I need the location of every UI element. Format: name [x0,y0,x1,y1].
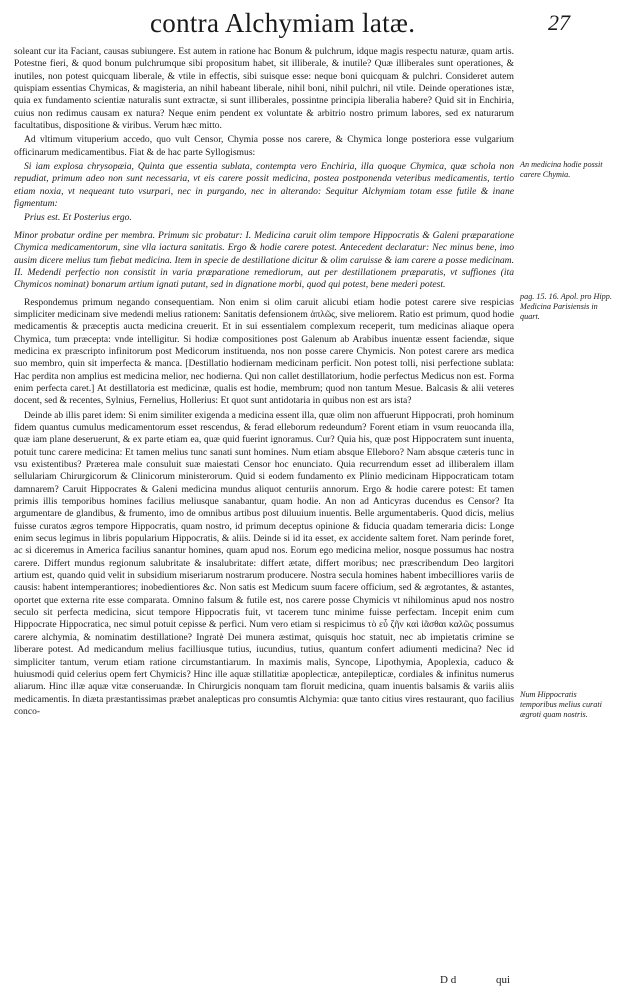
paragraph-opening: soleant cur ita Faciant, causas subiungere. Est autem in ratione hac Bonum & pulchrum, idque magis respectu naturæ, quam artis. Potestne fieri, & quod bonum pulchrumque sibi propositum habet, sit illiberale, & inutile? Quæ illiberales sunt operationes, & inutiles, non potest quicquam liberale, & vtile in effectis, sibi suisque esse: neque boni quicquam & pulchri. Consideret autem quispiam essentias Chymicas, & magisteria, an nihil habeant liberale, nihil boni, nihil pulchri, nil vtile. Deinde operationes istæ, quia ex fundamento scientiæ naturalis sunt extractæ, si sunt illiberales, possintne principia liberalia habere? Quid sit in Enchiria, cuius non redimus causam ex natura? Neque enim pendent ex voluntate & arbitrio nostro primum labores, sed ex naturarum facultatibus, dispositione & viribus. Verum hæc mitto. [14,46,514,132]
page-number: 27 [548,10,570,35]
margin-note-num-hippocratis: Num Hippocratis temporibus melius curati ægroti quam nostris. [520,690,602,719]
margin-note-medicina-chymia: An medicina hodie possit carere Chymia. [520,160,603,179]
page-header [0,8,619,42]
signature-mark: D d [440,974,457,986]
syllogism-conclusion: Prius est. Et Posterius ergo. [24,212,132,224]
margin-note-apol-hipp: pag. 15. 16. Apol. pro Hipp. Medicina Parisiensis in quart. [520,292,612,321]
paragraph-respondemus: Respondemus primum negando consequentiam. Non enim si olim caruit alicubi etiam hodie potest carere sive respicias simpliciter medicinam sive medendi melius rationem: Sanitatis defensionem ἁπλῶς, sive meliorem. Ratio est primum, quod hodie medicamentis & præceptis aucta medicina creuerit. Et in sui essentialem complexum receperit, tum medicinas aliaque opera Chymica, tum præcepta: vnde intelligitur. Si hodiæ compositiones post Galenum ab Arabibus inuentæ essent faciendæ, sique medicina ex præscripto infinitorum post Medicorum instituenda, nos non posse carere Chymicis. Non potest carere ars medica suo membro, quin sit imperfecta & manca. [Destillatio hodiernam medicinam perficit. Non potest tolli, nisi perfectione sublata: Hac perdita non amplius est medicina melior, nec hodierna. Qui non callet destillatorium, hodie perfectus Medicus non est. Forma enim perfecta caret.] At destillatoria est medicinæ, qualis est hodie, membrum; quod non tantum Mesue. Balcasis & alii veteres docent, sed & recentes, Sylnius, Fernelius, Hollerius: Et quot sunt antidotaria in quibus non est ars ista? [14,296,514,407]
catchword: qui [496,974,511,986]
syllogism-major: Si iam explosa chrysopæia, Quinta que essentia sublata, contempta vero Enchiria, illa quoque Chymica, quæ schola non repudiat, primum adeo non sunt necessaria, vt eis carere possit medicina, postea postponenda veteribus medicamentis, tertio etiam noxia, vt nequeant tuto vsurpari, nec in purgando, nec in alterando: Sequitur Alchymiam totam esse futile & inane figmentum: [14,161,514,210]
paragraph-vituperium: Ad vltimum vituperium accedo, quo vult Censor, Chymia posse nos carere, & Chymica longe posteriora esse vulgarium officinarum medicamentibus. Fiat & de hac parte Syllogismus: [14,134,514,158]
main-text-column [14,46,514,718]
running-title: contra Alchymiam latæ. [150,8,416,38]
page-footer [440,974,610,998]
paragraph-deinde: Deinde ab illis paret idem: Si enim similiter exigenda a medicina essent illa, quæ olim non affuerunt Hippocrati, proh hominum fidem quantus cumulus medicamentorum esset rescendus, & ferad elleborum redeundum? Forent etiam in vsum reuocanda illa, quæ iam plane deseruerunt, & ex parte etiam ea, quæ quid fuerint ignoramus. Cur? Quia his, quæ post Hippocratem sunt inuenta, potuit tunc carere medicina: Et tamen melius tunc sanati sunt homines. Num etiam absque Elleboro? Nam absque cæteris tunc in vsu existentibus? Præterea male consuluit suæ maiestati Censor hoc enunciato. Quia recurrendum esset ad illiberalem illam sellulariam Chirurgicorum & Clinicorum ministerorum. Quid si eodem fundamento ex Plinio medicinam Hippocraticam totam damnarem? Caruit Hippocrates & Galeni medicina mundus aliquot centuriis annorum. Ergo & hodie carere potest: Et tamen primis illis temporibus homines facilius meliusque sanabantur, quam hodie. An non ad Anticyras ducendus es Censor? Ita argumentare de glandibus, & frumento, imo de omnibus artibus post diluuium inuentis. Belle argumentaberis. Quod dicis, melius fuisse curatos ægros tempore Hippocratis, quam nostro, id primum deceptus opinione & fiducia quadam temeraria dicis: Longe enim secus legimus in libris popularium Hippocratis, & aliis. Deinde si id ita esset, ex accidente saltem foret. Nam perinde foret, ac si diceremus in America facilius sanantur homines, quam apud nos. Eorum ego medicina melior, nosque possumus hac nostra carere. Differt mundus regionum salubritate & insalubritate: differt ætate, differt moribus; nec præscribendum Deo largitori artium est, quando quid velit in subsidium miseriarum nostrarum producere. Nostra secula homines habent imbecilliores variis de causis: habent intemperantiores; inobedientiores &c. Non satis est Medicum suum facere officium, sed & ægrotantes, & astantes, oportet que externa rite esse comparata. Omnino falsum & futile est, nos carere posse Chymicis vt nihilominus apud nos nostro seculo sit perfecta medicina, sicut tempore Hippocratis fuit, vt tacerem tunc minime fuisse perfectam. Incepit enim cum Hippocrate Hippocratica, nec simul potuit cepisse & perfici. Num vero etiam si respicimus τὸ εὖ ζῆν καὶ ἰᾶσθαι καλῶς possumus carere alchymia, & nominatim destillatione? Ingratè Dei munera æstimat, quisquis hoc statuit, nec ab impietatis crimine se liberare potest. Ad medicandum melius facilliusque tutius, iucundius, tutius, quantum confert adiumenti medicina? Nec id simpliciter tantum, verum etiam ratione circumstantiarum. In maximis malis, Syncope, Lipothymia, Apoplexia, caduco & huiusmodi quid celerius opem fert Chymicis? Hinc ille aquæ stillatitiæ apoplecticæ, antepilepticæ, cordiales & infinitus numerus aliarum. Hinc illæ aquæ vitæ conseruandæ. In Chirurgicis nonquam tam floruit medicina, quam inuentis balsamis & variis aliis medicamentis. In diæta præstantissimas præbet analepticas pro consumtis Alchymia: quæ tanto citius vires restaurant, quo facilius conco- [14,409,514,717]
paragraph-minor-probatur: Minor probatur ordine per membra. Primum sic probatur: I. Medicina caruit olim tempore Hippocratis & Galeni præparatione Chymica medicamentorum, sine vlla iactura sanitatis. Ergo & hodie carere potest. Antecedent declaratur: Nec minus bene, imo ausim dicere melius tum fiebat medicina. Item in specie de destillatione dicitur & olim caruisse & iam carere a posse medicinam. II. Medendi perfectio non consistit in varia præparatione remediorum, aut per destillationem præparatis, vt suffiones (ita Chymicos nominat) bonarum artium ignati putant, sed in dignatione morbi, quod qui potest, bene mederi potest. [14,229,514,291]
